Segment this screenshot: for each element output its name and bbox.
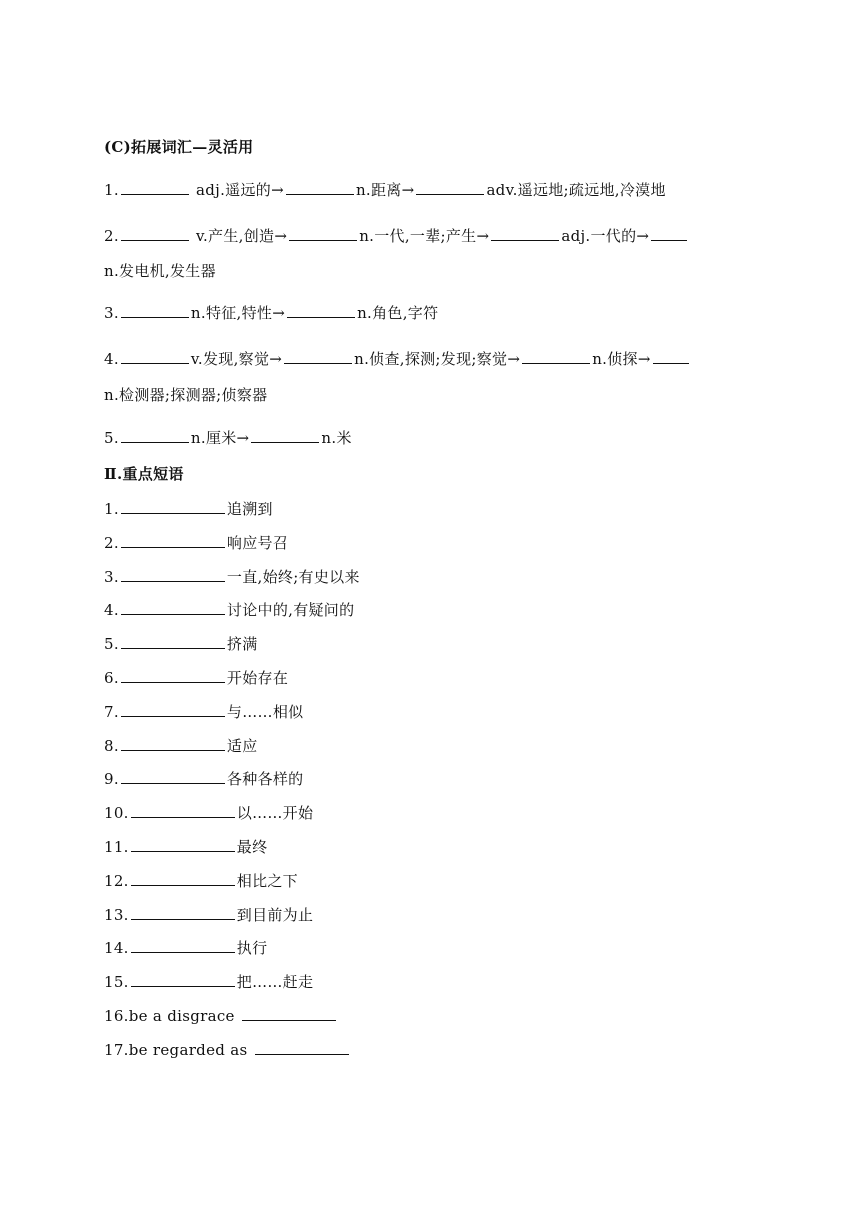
phrase-item-14 (104, 936, 267, 958)
item-number: 2. (104, 227, 119, 245)
item-text: n.一代,一辈;产生→ (359, 227, 490, 245)
answer-blank[interactable] (289, 224, 357, 241)
answer-blank[interactable] (242, 1004, 336, 1021)
answer-blank[interactable] (491, 224, 559, 241)
phrase-item-9 (104, 767, 303, 789)
answer-blank[interactable] (416, 178, 484, 195)
answer-blank[interactable] (131, 835, 235, 852)
answer-blank[interactable] (131, 936, 235, 953)
vocab-item-4 (104, 347, 691, 369)
item-text: n.特征,特性→ (190, 304, 286, 322)
item-text: n.侦查,探测;发现;察觉→ (354, 350, 521, 368)
phrase-item-15 (104, 970, 313, 992)
item-number: 13. (104, 906, 129, 924)
vocab-item-2 (104, 224, 689, 246)
item-text: 挤满 (226, 635, 258, 653)
vocab-item-1 (104, 178, 666, 200)
answer-blank[interactable] (121, 531, 225, 548)
answer-blank[interactable] (121, 347, 189, 364)
phrase-item-3 (104, 565, 360, 587)
phrase-item-17 (104, 1038, 351, 1060)
item-text: 追溯到 (226, 500, 273, 518)
phrase-item-13 (104, 903, 313, 925)
item-number: 16. (104, 1007, 129, 1025)
item-text: v.发现,察觉→ (190, 350, 283, 368)
item-number: 14. (104, 939, 129, 957)
answer-blank[interactable] (121, 426, 189, 443)
vocab-item-2-continued: n.发电机,发生器 (104, 262, 216, 280)
answer-blank[interactable] (651, 224, 687, 241)
answer-blank[interactable] (121, 178, 189, 195)
item-number: 4. (104, 350, 119, 368)
item-text: 把……赶走 (236, 973, 314, 991)
item-number: 9. (104, 770, 119, 788)
item-text: 最终 (236, 838, 268, 856)
answer-blank[interactable] (121, 700, 225, 717)
item-number: 1. (104, 500, 119, 518)
item-number: 11. (104, 838, 129, 856)
phrase-item-11 (104, 835, 267, 857)
section-ii-heading: Ⅱ.重点短语 (104, 465, 184, 483)
item-text: n.角色,字符 (357, 304, 439, 322)
vocab-item-4-continued: n.检测器;探测器;侦察器 (104, 386, 268, 404)
answer-blank[interactable] (284, 347, 352, 364)
answer-blank[interactable] (286, 178, 354, 195)
item-number: 4. (104, 601, 119, 619)
item-text: 各种各样的 (226, 770, 304, 788)
item-number: 17. (104, 1041, 129, 1059)
item-number: 7. (104, 703, 119, 721)
item-number: 5. (104, 635, 119, 653)
vocab-item-5 (104, 426, 352, 448)
item-number: 3. (104, 568, 119, 586)
item-number: 15. (104, 973, 129, 991)
item-text: adj.遥远的→ (196, 181, 284, 199)
vocab-item-3 (104, 301, 438, 323)
phrase-item-5 (104, 632, 258, 654)
item-number: 3. (104, 304, 119, 322)
answer-blank[interactable] (131, 970, 235, 987)
answer-blank[interactable] (121, 767, 225, 784)
answer-blank[interactable] (121, 598, 225, 615)
item-number: 1. (104, 181, 119, 199)
answer-blank[interactable] (121, 666, 225, 683)
item-text: adv.遥远地;疏远地,冷漠地 (486, 181, 666, 199)
phrase-item-10 (104, 801, 313, 823)
answer-blank[interactable] (287, 301, 355, 318)
item-text: n.侦探→ (592, 350, 651, 368)
phrase-item-12 (104, 869, 298, 891)
item-number: 5. (104, 429, 119, 447)
phrase-item-8 (104, 734, 258, 756)
item-text: 与……相似 (226, 703, 304, 721)
phrase-item-2 (104, 531, 288, 553)
item-text: 讨论中的,有疑问的 (226, 601, 355, 619)
answer-blank[interactable] (121, 734, 225, 751)
item-text: 到目前为止 (236, 906, 314, 924)
answer-blank[interactable] (522, 347, 590, 364)
item-number: 10. (104, 804, 129, 822)
answer-blank[interactable] (131, 903, 235, 920)
item-text: 适应 (226, 737, 258, 755)
item-text: be a disgrace (128, 1007, 235, 1025)
answer-blank[interactable] (251, 426, 319, 443)
phrase-item-1 (104, 497, 273, 519)
item-text: n.厘米→ (190, 429, 250, 447)
item-text: be regarded as (128, 1041, 248, 1059)
answer-blank[interactable] (121, 301, 189, 318)
answer-blank[interactable] (255, 1038, 349, 1055)
section-c-heading: (C)拓展词汇—灵活用 (104, 138, 254, 156)
item-number: 8. (104, 737, 119, 755)
item-number: 6. (104, 669, 119, 687)
answer-blank[interactable] (121, 632, 225, 649)
item-text: v.产生,创造→ (196, 227, 288, 245)
item-text: 开始存在 (226, 669, 289, 687)
item-number: 12. (104, 872, 129, 890)
item-text: n.距离→ (355, 181, 415, 199)
answer-blank[interactable] (121, 224, 189, 241)
answer-blank[interactable] (121, 497, 225, 514)
item-text: 执行 (236, 939, 268, 957)
item-text: 一直,始终;有史以来 (226, 568, 360, 586)
item-text: adj.一代的→ (561, 227, 650, 245)
answer-blank[interactable] (121, 565, 225, 582)
phrase-item-16 (104, 1004, 338, 1026)
phrase-item-6 (104, 666, 288, 688)
phrase-item-7 (104, 700, 303, 722)
answer-blank[interactable] (653, 347, 689, 364)
item-text: 相比之下 (236, 872, 298, 890)
item-text: 响应号召 (226, 534, 289, 552)
item-number: 2. (104, 534, 119, 552)
answer-blank[interactable] (131, 869, 235, 886)
item-text: 以……开始 (236, 804, 314, 822)
item-text: n.米 (321, 429, 352, 447)
phrase-item-4 (104, 598, 354, 620)
answer-blank[interactable] (131, 801, 235, 818)
